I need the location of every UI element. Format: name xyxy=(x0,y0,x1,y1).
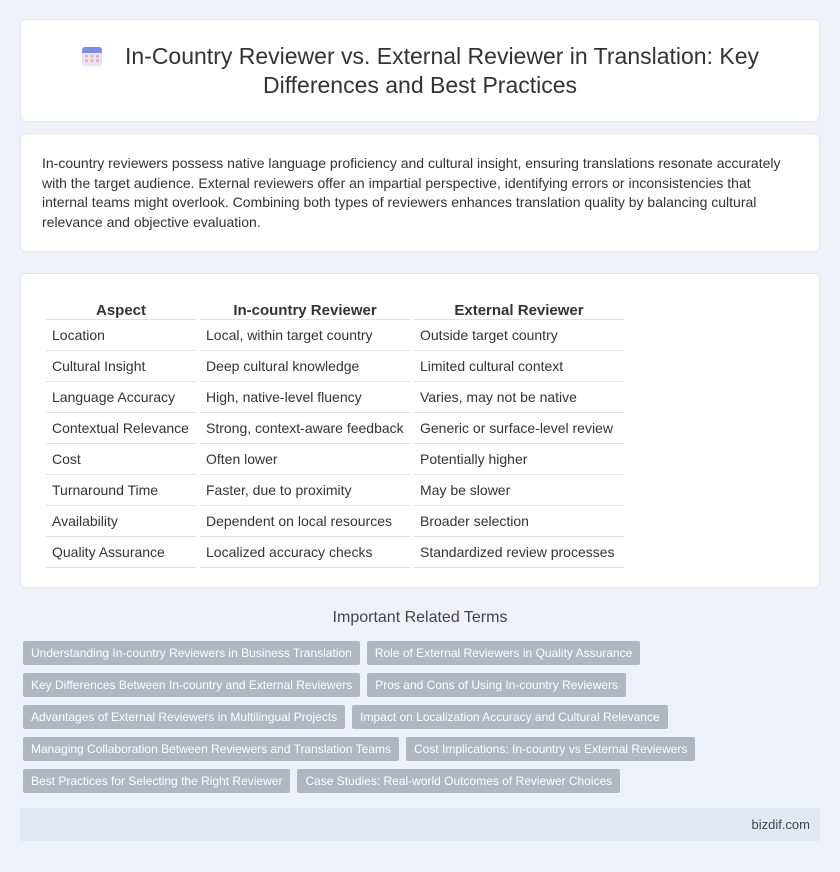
related-term-link[interactable]: Advantages of External Reviewers in Multilingual Projects xyxy=(23,705,345,729)
cell-in-country: High, native-level fluency xyxy=(200,382,410,413)
cell-aspect: Availability xyxy=(46,506,196,537)
cell-in-country: Localized accuracy checks xyxy=(200,537,410,568)
table-row xyxy=(46,351,624,382)
cell-aspect: Cost xyxy=(46,444,196,475)
cell-external: Varies, may not be native xyxy=(414,382,624,413)
related-terms-heading: Important Related Terms xyxy=(332,609,508,626)
related-term-link[interactable]: Impact on Localization Accuracy and Cultural Relevance xyxy=(352,705,668,729)
cell-aspect: Location xyxy=(46,320,196,351)
cell-external: May be slower xyxy=(414,475,624,506)
page-title-text: In-Country Reviewer vs. External Reviewer in Translation: Key Differences and Best Practices xyxy=(124,43,760,98)
page-title xyxy=(21,42,819,100)
header-in-country: In-country Reviewer xyxy=(200,294,410,320)
calendar-icon xyxy=(81,45,103,67)
header-aspect: Aspect xyxy=(46,294,196,320)
cell-aspect: Language Accuracy xyxy=(46,382,196,413)
related-term-link[interactable]: Role of External Reviewers in Quality Assurance xyxy=(367,641,640,665)
cell-in-country: Strong, context-aware feedback xyxy=(200,413,410,444)
related-terms-list xyxy=(23,641,813,801)
table-row xyxy=(46,320,624,351)
related-term-link[interactable]: Understanding In-country Reviewers in Business Translation xyxy=(23,641,360,665)
intro-card xyxy=(20,133,820,252)
footer xyxy=(20,808,820,841)
header-external: External Reviewer xyxy=(414,294,624,320)
related-term-link[interactable]: Key Differences Between In-country and External Reviewers xyxy=(23,673,360,697)
tag-row xyxy=(23,673,813,705)
cell-aspect: Cultural Insight xyxy=(46,351,196,382)
table-row xyxy=(46,506,624,537)
cell-external: Standardized review processes xyxy=(414,537,624,568)
table-row xyxy=(46,475,624,506)
table-row xyxy=(46,537,624,568)
cell-external: Generic or surface-level review xyxy=(414,413,624,444)
comparison-table xyxy=(42,294,628,568)
tag-row xyxy=(23,705,813,737)
site-name[interactable]: bizdif.com xyxy=(751,817,810,832)
tag-row xyxy=(23,769,813,801)
table-row xyxy=(46,444,624,475)
related-term-link[interactable]: Pros and Cons of Using In-country Reviewers xyxy=(367,673,626,697)
related-term-link[interactable]: Best Practices for Selecting the Right Reviewer xyxy=(23,769,290,793)
cell-in-country: Local, within target country xyxy=(200,320,410,351)
table-row xyxy=(46,413,624,444)
related-term-link[interactable]: Managing Collaboration Between Reviewers and Translation Teams xyxy=(23,737,399,761)
cell-in-country: Faster, due to proximity xyxy=(200,475,410,506)
cell-aspect: Contextual Relevance xyxy=(46,413,196,444)
cell-external: Potentially higher xyxy=(414,444,624,475)
intro-paragraph: In-country reviewers possess native language proficiency and cultural insight, ensuring translations resonate accurately with the target audience. External reviewers offer an impartial perspective, identifying errors or inconsistencies that internal teams might overlook. Combining both types of reviewers enhances translation quality by balancing cultural relevance and objective evaluation. xyxy=(42,155,781,230)
cell-external: Broader selection xyxy=(414,506,624,537)
cell-in-country: Often lower xyxy=(200,444,410,475)
cell-external: Limited cultural context xyxy=(414,351,624,382)
tag-row xyxy=(23,737,813,769)
cell-aspect: Turnaround Time xyxy=(46,475,196,506)
related-term-link[interactable]: Cost Implications: In-country vs External Reviewers xyxy=(406,737,695,761)
comparison-card xyxy=(20,273,820,588)
cell-aspect: Quality Assurance xyxy=(46,537,196,568)
cell-in-country: Dependent on local resources xyxy=(200,506,410,537)
tag-row xyxy=(23,641,813,673)
cell-external: Outside target country xyxy=(414,320,624,351)
related-term-link[interactable]: Case Studies: Real-world Outcomes of Reviewer Choices xyxy=(297,769,620,793)
cell-in-country: Deep cultural knowledge xyxy=(200,351,410,382)
title-card xyxy=(20,19,820,122)
table-row xyxy=(46,382,624,413)
table-header-row xyxy=(46,294,624,320)
